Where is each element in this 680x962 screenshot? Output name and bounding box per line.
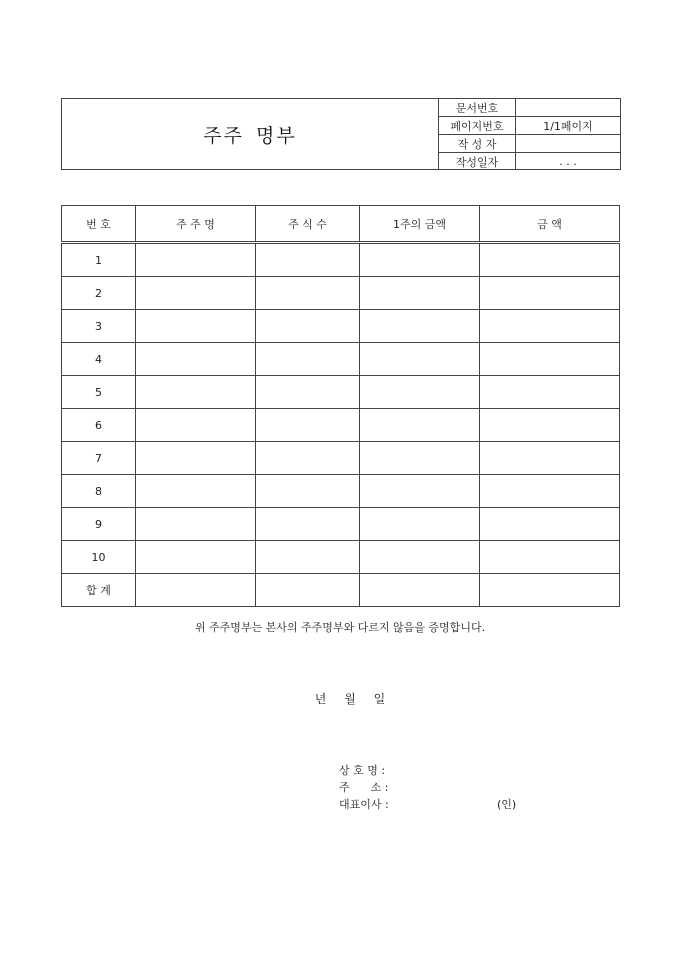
- price-per-share-cell[interactable]: [360, 508, 480, 541]
- row-number: 10: [62, 541, 136, 574]
- table-row: [62, 310, 620, 343]
- share-count-cell[interactable]: [256, 343, 360, 376]
- meta-label-doc-number: 문서번호: [439, 99, 516, 117]
- shareholder-name-cell[interactable]: [136, 541, 256, 574]
- share-count-cell[interactable]: [256, 541, 360, 574]
- header-share-count: 주 식 수: [256, 206, 360, 243]
- shareholder-name-cell[interactable]: [136, 409, 256, 442]
- meta-label-page-number: 페이지번호: [439, 117, 516, 135]
- price-per-share-cell[interactable]: [360, 376, 480, 409]
- row-number: 1: [62, 243, 136, 277]
- meta-value-doc-number[interactable]: [516, 99, 621, 117]
- amount-cell[interactable]: [480, 409, 620, 442]
- table-row: [62, 409, 620, 442]
- table-row: [62, 277, 620, 310]
- shareholder-table: [61, 205, 620, 607]
- shareholder-name-cell[interactable]: [136, 310, 256, 343]
- header-shareholder-name: 주 주 명: [136, 206, 256, 243]
- header-amount: 금 액: [480, 206, 620, 243]
- price-per-share-cell[interactable]: [360, 277, 480, 310]
- share-count-cell[interactable]: [256, 442, 360, 475]
- document-title: 주주 명부: [203, 124, 297, 147]
- shareholder-name-cell[interactable]: [136, 508, 256, 541]
- table-row: [62, 475, 620, 508]
- amount-cell[interactable]: [480, 541, 620, 574]
- amount-cell[interactable]: [480, 277, 620, 310]
- company-name-row: [339, 762, 516, 779]
- share-count-cell[interactable]: [256, 243, 360, 277]
- document-meta-table: [438, 99, 620, 170]
- shareholder-name-cell[interactable]: [136, 442, 256, 475]
- share-count-cell[interactable]: [256, 508, 360, 541]
- row-number: 9: [62, 508, 136, 541]
- certification-notice: 위 주주명부는 본사의 주주명부와 다르지 않음을 증명합니다.: [194, 621, 486, 634]
- ceo-label: 대표이사 :: [339, 798, 389, 811]
- price-per-share-cell[interactable]: [360, 475, 480, 508]
- price-per-share-cell[interactable]: [360, 409, 480, 442]
- shareholder-name-cell[interactable]: [136, 376, 256, 409]
- address-row: [339, 779, 516, 796]
- share-count-cell[interactable]: [256, 277, 360, 310]
- meta-value-date[interactable]: . . .: [516, 153, 621, 171]
- seal-mark: (인): [497, 798, 517, 811]
- price-per-share-cell[interactable]: [360, 310, 480, 343]
- table-row: [62, 243, 620, 277]
- row-number: 5: [62, 376, 136, 409]
- share-count-cell[interactable]: [256, 409, 360, 442]
- table-row: [62, 442, 620, 475]
- table-row: [62, 376, 620, 409]
- price-per-share-cell[interactable]: [360, 243, 480, 277]
- ceo-row: [339, 796, 516, 813]
- share-count-cell[interactable]: [256, 475, 360, 508]
- meta-label-author: 작 성 자: [439, 135, 516, 153]
- address-label: 주 소 :: [339, 781, 389, 794]
- amount-cell[interactable]: [480, 243, 620, 277]
- total-row: [62, 574, 620, 607]
- price-per-share-cell[interactable]: [360, 574, 480, 607]
- meta-value-author[interactable]: [516, 135, 621, 153]
- shareholder-name-cell[interactable]: [136, 243, 256, 277]
- amount-cell[interactable]: [480, 343, 620, 376]
- meta-value-page-number: 1/1페이지: [516, 117, 621, 135]
- signature-block: [339, 762, 516, 813]
- table-row: [62, 508, 620, 541]
- amount-cell[interactable]: [480, 508, 620, 541]
- row-number: 8: [62, 475, 136, 508]
- shareholder-name-cell[interactable]: [136, 574, 256, 607]
- price-per-share-cell[interactable]: [360, 343, 480, 376]
- share-count-cell[interactable]: [256, 376, 360, 409]
- amount-cell[interactable]: [480, 376, 620, 409]
- company-name-label: 상 호 명 :: [339, 764, 386, 777]
- row-number: 6: [62, 409, 136, 442]
- table-row: [62, 343, 620, 376]
- amount-cell[interactable]: [480, 574, 620, 607]
- share-count-cell[interactable]: [256, 574, 360, 607]
- header-price-per-share: 1주의 금액: [360, 206, 480, 243]
- document-header: [61, 98, 621, 170]
- row-number: 7: [62, 442, 136, 475]
- meta-label-date: 작성일자: [439, 153, 516, 171]
- table-row: [62, 541, 620, 574]
- header-number: 번 호: [62, 206, 136, 243]
- row-number: 2: [62, 277, 136, 310]
- share-count-cell[interactable]: [256, 310, 360, 343]
- price-per-share-cell[interactable]: [360, 442, 480, 475]
- shareholder-name-cell[interactable]: [136, 475, 256, 508]
- row-number: 3: [62, 310, 136, 343]
- amount-cell[interactable]: [480, 475, 620, 508]
- amount-cell[interactable]: [480, 442, 620, 475]
- row-number: 4: [62, 343, 136, 376]
- shareholder-name-cell[interactable]: [136, 343, 256, 376]
- row-number: 합 계: [62, 574, 136, 607]
- price-per-share-cell[interactable]: [360, 541, 480, 574]
- table-header-row: [62, 206, 620, 243]
- amount-cell[interactable]: [480, 310, 620, 343]
- date-line: 년 월 일: [314, 692, 386, 706]
- shareholder-name-cell[interactable]: [136, 277, 256, 310]
